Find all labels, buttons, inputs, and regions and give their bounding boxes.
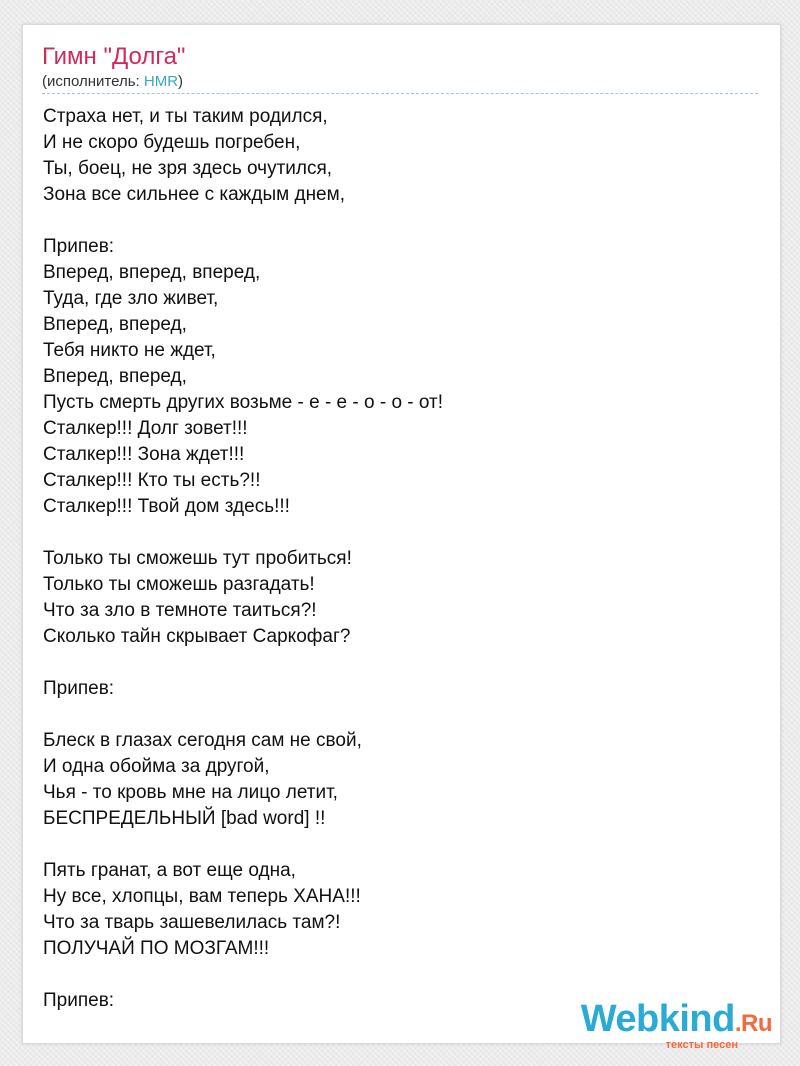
lyric-line: Сталкер!!! Долг зовет!!! [43, 418, 248, 439]
lyric-line: Сталкер!!! Твой дом здесь!!! [43, 496, 290, 517]
lyric-line [43, 650, 443, 676]
lyric-line: Вперед, вперед, [43, 314, 187, 335]
lyric-line: Ты, боец, не зря здесь очутился, [43, 158, 333, 179]
title-divider [42, 93, 758, 94]
lyric-line: Пусть смерть других возьме - е - е - о - о - от! [43, 392, 444, 413]
logo-wordmark [581, 1000, 772, 1043]
webkind-logo[interactable] [581, 1000, 772, 1051]
lyric-line: Сталкер!!! Кто ты есть?!! [43, 470, 261, 491]
lyric-line: Вперед, вперед, [43, 366, 187, 387]
artist-line [42, 72, 183, 92]
lyric-line: Сталкер!!! Зона ждет!!! [43, 444, 245, 465]
artist-suffix: ) [178, 73, 184, 90]
logo-tagline: тексты песен [665, 1039, 738, 1051]
lyric-line [43, 962, 443, 988]
lyric-line: Сколько тайн скрывает Саркофаг? [43, 626, 351, 647]
lyric-line: Пять гранат, а вот еще одна, [43, 860, 296, 881]
lyrics-body [43, 104, 443, 1014]
lyric-line: Припев: [43, 678, 115, 699]
lyric-line: И не скоро будешь погребен, [43, 132, 301, 153]
lyric-line: Тебя никто не ждет, [43, 340, 216, 361]
lyric-line: ПОЛУЧАЙ ПО МОЗГАМ!!! [43, 938, 270, 959]
lyric-line: Блеск в глазах сегодня сам не свой, [43, 730, 362, 751]
logo-tld: .Ru [734, 1010, 772, 1037]
lyric-line [43, 832, 443, 858]
lyric-line: Вперед, вперед, вперед, [43, 262, 261, 283]
lyric-line: Что за тварь зашевелилась там?! [43, 912, 341, 933]
lyric-line: Ну все, хлопцы, вам теперь ХАНА!!! [43, 886, 361, 907]
lyric-line: Припев: [43, 236, 115, 257]
lyric-line: Туда, где зло живет, [43, 288, 219, 309]
lyric-line [43, 208, 443, 234]
lyric-line: Страха нет, и ты таким родился, [43, 106, 328, 127]
lyric-line: Чья - то кровь мне на лицо летит, [43, 782, 338, 803]
lyric-line: Что за зло в темноте таиться?! [43, 600, 317, 621]
lyric-line: И одна обойма за другой, [43, 756, 270, 777]
lyric-line: Только ты сможешь разгадать! [43, 574, 315, 595]
lyric-line: Только ты сможешь тут пробиться! [43, 548, 352, 569]
lyric-line [43, 702, 443, 728]
lyric-line: БЕСПРЕДЕЛЬНЫЙ [bad word] !! [43, 808, 326, 829]
song-title: Гимн "Долга" [42, 43, 186, 70]
logo-name: Webkind [580, 998, 735, 1040]
lyric-line [43, 520, 443, 546]
artist-prefix: (исполнитель: [42, 73, 144, 90]
artist-link[interactable]: HMR [143, 73, 179, 90]
lyric-line: Зона все сильнее с каждым днем, [43, 184, 345, 205]
lyric-line: Припев: [43, 990, 115, 1011]
